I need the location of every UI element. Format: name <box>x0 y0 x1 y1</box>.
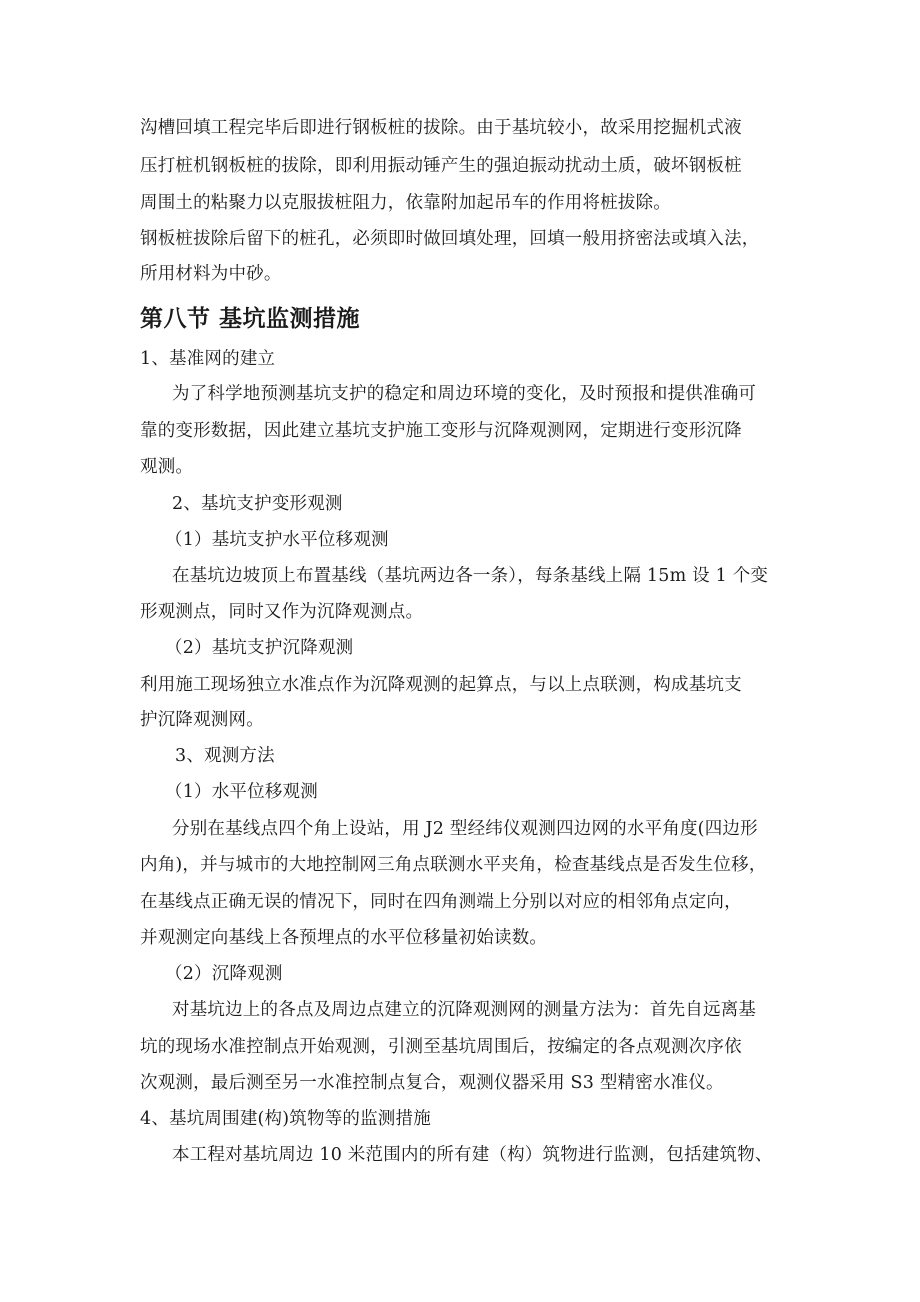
paragraph-line: 钢板桩拔除后留下的桩孔，必须即时做回填处理，回填一般用挤密法或填入法， <box>140 229 760 249</box>
subsection-title: 2、基坑支护变形观测 <box>172 494 343 514</box>
paragraph-line: 压打桩机钢板桩的拔除，即利用振动锤产生的强迫振动扰动土质，破坏钢板桩 <box>140 156 742 176</box>
subsection-title: 1、基准网的建立 <box>140 349 276 369</box>
paragraph-line: 观测。 <box>140 457 194 477</box>
paragraph-line: 护沉降观测网。 <box>140 710 264 730</box>
paragraph-line: 形观测点，同时又作为沉降观测点。 <box>140 602 424 622</box>
paragraph-line: 利用施工现场独立水准点作为沉降观测的起算点，与以上点联测，构成基坑支 <box>140 675 742 695</box>
paragraph-line: 次观测，最后测至另一水准控制点复合，观测仪器采用 S3 型精密水准仪。 <box>140 1073 724 1093</box>
paragraph-line: 周围土的粘聚力以克服拔桩阻力，依靠附加起吊车的作用将桩拔除。 <box>140 193 671 213</box>
paragraph-line: 坑的现场水准控制点开始观测，引测至基坑周围后，按编定的各点观测次序依 <box>140 1037 742 1057</box>
paragraph-line: 靠的变形数据，因此建立基坑支护施工变形与沉降观测网，定期进行变形沉降 <box>140 421 742 441</box>
paragraph-line: 沟槽回填工程完毕后即进行钢板桩的拔除。由于基坑较小，故采用挖掘机式液 <box>140 118 742 138</box>
section-heading: 第八节 基坑监测措施 <box>140 306 361 332</box>
paragraph-line: 分别在基线点四个角上设站，用 J2 型经纬仪观测四边网的水平角度(四边形 <box>172 819 758 839</box>
item-title: （1）基坑支护水平位移观测 <box>165 530 389 550</box>
paragraph-line: 为了科学地预测基坑支护的稳定和周边环境的变化，及时预报和提供准确可 <box>172 384 757 404</box>
paragraph-line: 所用材料为中砂。 <box>140 264 282 284</box>
item-title: （2）基坑支护沉降观测 <box>165 638 354 658</box>
paragraph-line: 在基线点正确无误的情况下，同时在四角测端上分别以对应的相邻角点定向， <box>140 892 742 912</box>
subsection-title: 3、观测方法 <box>175 746 275 766</box>
paragraph-line: 本工程对基坑周边 10 米范围内的所有建（构）筑物进行监测，包括建筑物、 <box>172 1145 773 1165</box>
item-title: （1）水平位移观测 <box>165 782 318 802</box>
subsection-title: 4、基坑周围建(构)筑物等的监测措施 <box>140 1109 431 1129</box>
paragraph-line: 内角)，并与城市的大地控制网三角点联测水平夹角，检查基线点是否发生位移， <box>140 855 767 875</box>
paragraph-line: 对基坑边上的各点及周边点建立的沉降观测网的测量方法为：首先自远离基 <box>172 1000 757 1020</box>
paragraph-line: 在基坑边坡顶上布置基线（基坑两边各一条），每条基线上隔 15m 设 1 个变 <box>172 566 769 586</box>
paragraph-line: 并观测定向基线上各预埋点的水平位移量初始读数。 <box>140 928 548 948</box>
item-title: （2）沉降观测 <box>165 964 283 984</box>
